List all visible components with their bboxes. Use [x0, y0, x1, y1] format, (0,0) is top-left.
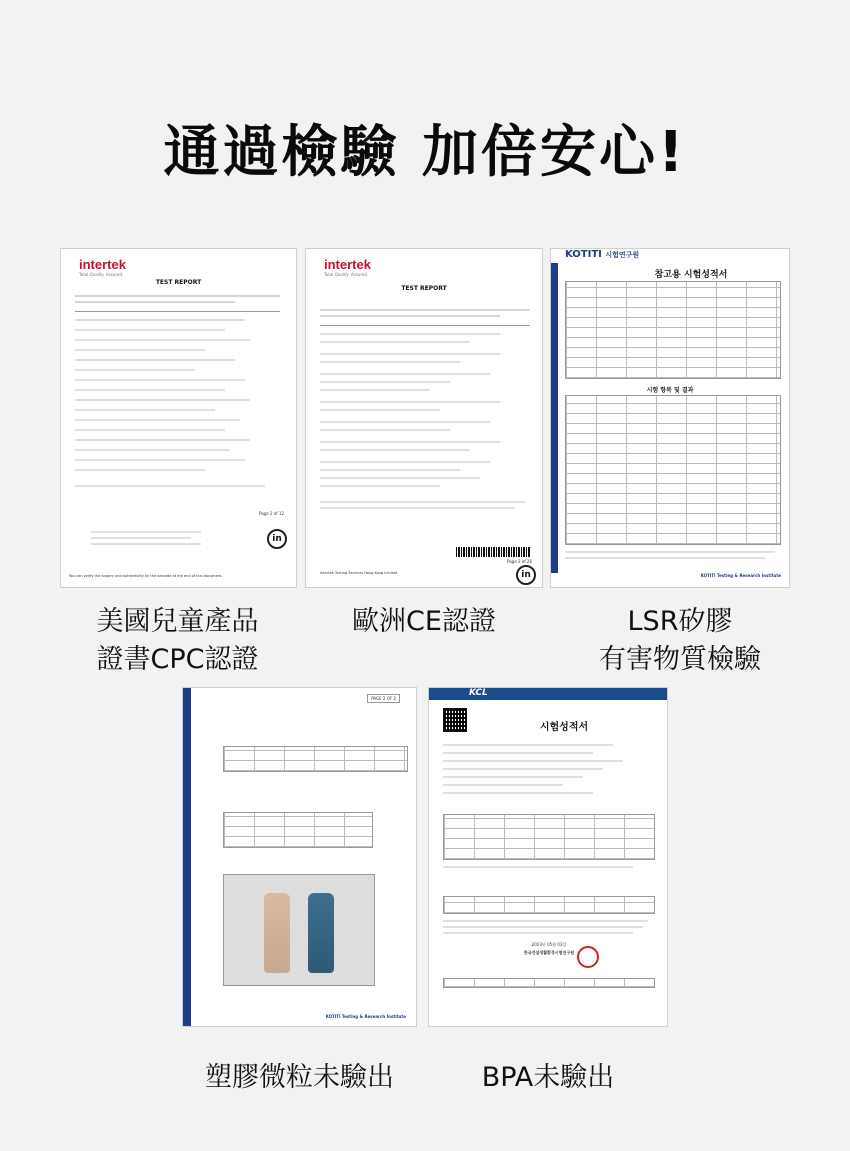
caption-microplastics: 塑膠微粒未驗出: [205, 1062, 394, 1093]
certificate-bpa: [428, 687, 668, 1027]
issuer-name: 한국건설생활환경시험연구원: [523, 950, 575, 955]
info-table: [565, 281, 781, 379]
caption-ce: 歐洲CE認證: [352, 606, 496, 637]
barcode: [456, 547, 531, 557]
intertek-seal-icon: in: [516, 565, 536, 585]
results-table: [443, 814, 655, 860]
intertek-tagline: Total Quality. Assured.: [79, 272, 124, 277]
caption-lsr: LSR矽膠 有害物質檢驗: [599, 606, 761, 675]
footer-table: [443, 978, 655, 988]
certificate-lsr: [550, 248, 790, 588]
page-headline: 通過檢驗 加倍安心!: [163, 120, 687, 185]
report-title: 시험성적서: [539, 722, 589, 733]
lab-name: Intertek Testing Services Hong Kong Limited: [320, 571, 398, 575]
results-table: [565, 395, 781, 545]
institute-name: KOTITI Testing & Research Institute: [700, 573, 781, 578]
report-title: TEST REPORT: [155, 279, 202, 286]
official-stamp-icon: [577, 946, 599, 968]
institute-name: KOTITI Testing & Research Institute: [325, 1014, 406, 1019]
signature-table: [443, 896, 655, 914]
kotiti-logo: KOTITI 시험연구원: [551, 249, 790, 263]
certificate-cpc: [60, 248, 297, 588]
kcl-logo: KCL: [469, 688, 488, 698]
report-title: TEST REPORT: [401, 285, 447, 292]
page-label: PAGE 2 OF 2: [367, 694, 400, 703]
method-table: [223, 812, 373, 848]
intertek-logo: intertek: [324, 257, 371, 272]
certificate-microplastics: [182, 687, 417, 1027]
qr-code: [443, 708, 467, 732]
intertek-seal-icon: in: [267, 529, 287, 549]
side-stripe: [551, 263, 558, 573]
caption-cpc: 美國兒童產品 證書CPC認證: [96, 606, 259, 675]
sample-photo: [223, 874, 375, 986]
issue-date: 2023년 05월 03일: [531, 942, 567, 947]
intertek-tagline: Total Quality. Assured.: [324, 272, 369, 277]
verification-note: You can verify the forgery and authenticity by the barcode at the end of this document.: [69, 574, 223, 578]
report-title: 참고용 시험성적서: [654, 270, 728, 280]
certificate-ce: [305, 248, 543, 588]
summary-table: [223, 746, 408, 772]
page-number: Page 2 of 26: [507, 559, 532, 564]
results-heading: 시험 항목 및 결과: [646, 387, 694, 394]
kcl-header-bar: [429, 688, 668, 700]
page-number: Page 2 of 12: [259, 511, 284, 516]
intertek-logo: intertek: [79, 257, 126, 272]
side-stripe: [183, 688, 191, 1027]
caption-bpa: BPA未驗出: [481, 1062, 615, 1093]
